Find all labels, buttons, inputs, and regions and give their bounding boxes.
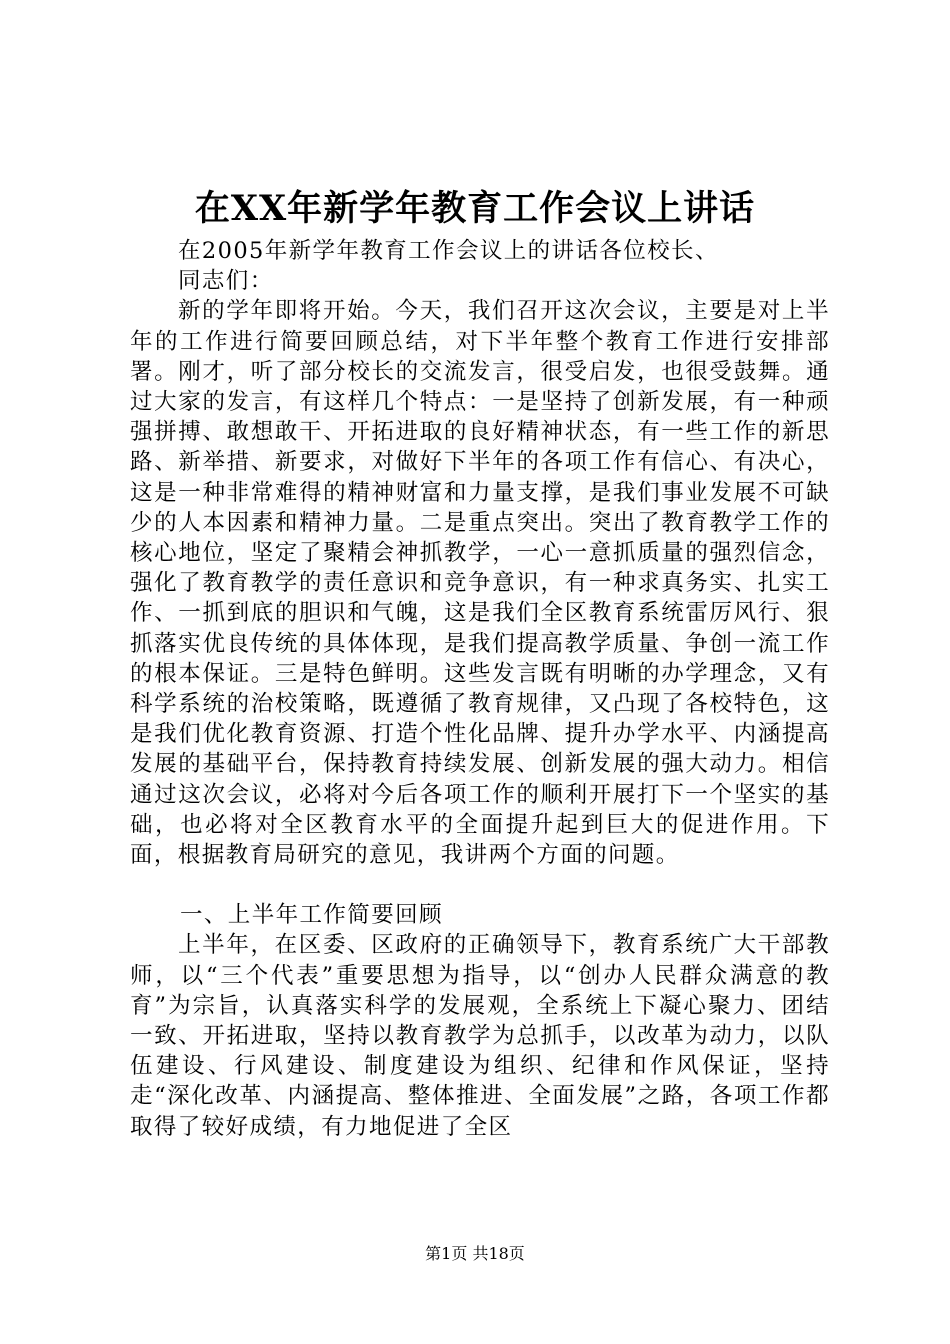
body-paragraph: 新的学年即将开始。今天，我们召开这次会议，主要是对上半年的工作进行简要回顾总结，对下半年整个教育工作进行安排部署。刚才，听了部分校长的交流发言，很受启发，也很受鼓舞。通过大家的发言，有这样几个特点：一是坚持了创新发展，有一种顽强拼搏、敢想敢干、开拓进取的良好精神状态，有一些工作的新思路、新举措、新要求，对做好下半年的各项工作有信心、有决心，这是一种非常难得的精神财富和力量支撑，是我们事业发展不可缺少的人本因素和精神力量。二是重点突出。突出了教育教学工作的核心地位，坚定了聚精会神抓教学，一心一意抓质量的强烈信念，强化了教育教学的责任意识和竞争意识，有一种求真务实、扎实工作、一抓到底的胆识和气魄，这是我们全区教育系统雷厉风行、狠抓落实优良传统的具体体现，是我们提高教学质量、争创一流工作的根本保证。三是特色鲜明。这些发言既有明晰的办学理念，又有科学系统的治校策略，既遵循了教育规律，又凸现了各校特色，这是我们优化教育资源、打造个性化品牌、提升办学水平、内涵提高发展的基础平台，保持教育持续发展、创新发展的强大动力。相信通过这次会议，必将对今后各项工作的顺利开展打下一个坚实的基础，也必将对全区教育水平的全面提升起到巨大的促进作用。下面，根据教育局研究的意见，我讲两个方面的问题。 [130,298,830,869]
section-heading: 一、上半年工作简要回顾 [180,902,443,929]
paragraph-gap [130,870,830,900]
document-title: 在XX年新学年教育工作会议上讲话 [194,188,756,229]
page-number-footer: 第1页 共18页 [425,1244,525,1263]
salutation-line: 同志们： [178,268,274,295]
body-paragraph: 上半年，在区委、区政府的正确领导下，教育系统广大干部教师，以“三个代表”重要思想为指导，以“创办人民群众满意的教育”为宗旨，认真落实科学的发展观，全系统上下凝心聚力、团结一致、开拓进取，坚持以教育教学为总抓手，以改革为动力，以队伍建设、行风建设、制度建设为组织、纪律和作风保证，坚持走“深化改革、内涵提高、整体推进、全面发展”之路，各项工作都取得了较好成绩，有力地促进了全区 [130,932,830,1140]
intro-line: 在2005年新学年教育工作会议上的讲话各位校长、 [178,238,719,264]
document-body [130,236,830,1142]
